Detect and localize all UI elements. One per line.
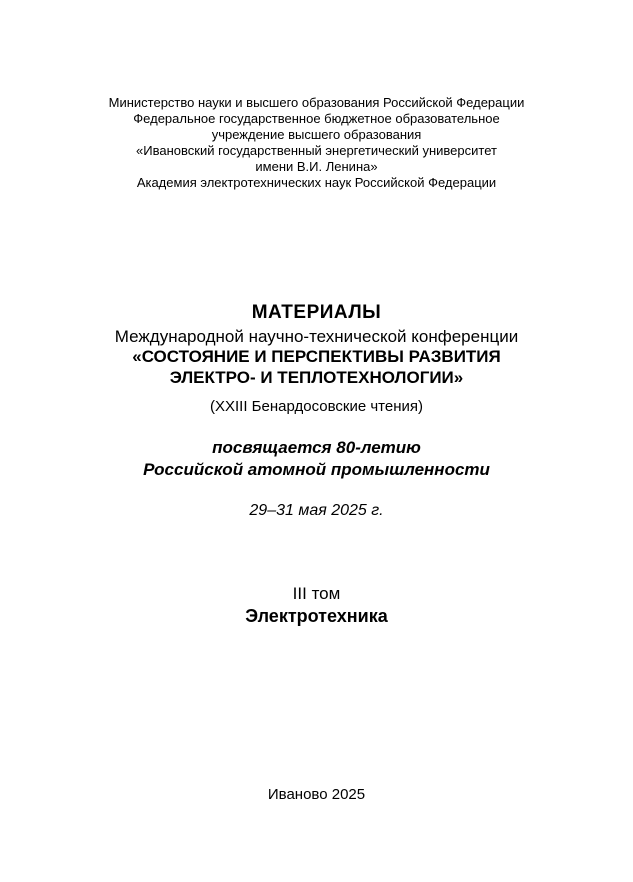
conference-name-line1: «СОСТОЯНИЕ И ПЕРСПЕКТИВЫ РАЗВИТИЯ <box>132 347 501 366</box>
conference-readings: (XXIII Бенардосовские чтения) <box>210 398 423 415</box>
header-line-education-level: учреждение высшего образования <box>211 127 422 142</box>
conference-name-line2: ЭЛЕКТРО- И ТЕПЛОТЕХНОЛОГИИ» <box>169 368 464 387</box>
header-line-ministry: Министерство науки и высшего образования Российской Федерации <box>108 95 525 110</box>
header-line-university-namesake: имени В.И. Ленина» <box>255 159 378 174</box>
imprint-city-year: Иваново 2025 <box>267 786 366 803</box>
volume-number: III том <box>292 584 341 603</box>
page-title: МАТЕРИАЛЫ <box>251 302 382 323</box>
header-line-academy: Академия электротехнических наук Российской Федерации <box>136 175 497 190</box>
header-line-institution-type: Федеральное государственное бюджетное образовательное <box>133 111 500 126</box>
volume-name: Электротехника <box>245 606 388 626</box>
dedication-line2: Российской атомной промышленности <box>143 460 490 479</box>
dedication-line1: посвящается 80-летию <box>212 438 421 457</box>
conference-type: Международной научно-технической конференции <box>114 327 519 346</box>
header-line-university: «Ивановский государственный энергетический университет <box>136 143 497 158</box>
conference-date: 29–31 мая 2025 г. <box>249 502 384 519</box>
